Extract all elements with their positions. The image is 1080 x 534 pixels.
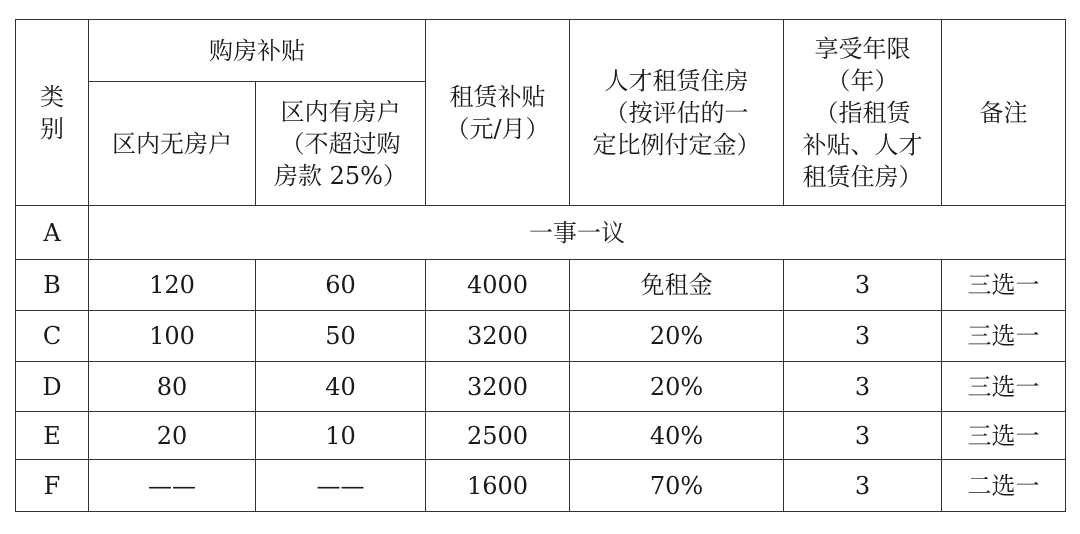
row-category: B [16, 260, 89, 311]
cell-rent: 4000 [426, 260, 570, 311]
table-row [16, 362, 1066, 412]
header-has-house: 区内有房户 （不超过购 房款 25%） [256, 82, 426, 206]
cell-note: 三选一 [942, 412, 1066, 460]
row-category: E [16, 412, 89, 460]
cell-note: 二选一 [942, 460, 1066, 512]
table-row-a [16, 206, 1066, 260]
table-row [16, 260, 1066, 311]
table-row [16, 311, 1066, 362]
cell-talent: 70% [570, 460, 784, 512]
cell-talent: 免租金 [570, 260, 784, 311]
cell-note: 三选一 [942, 260, 1066, 311]
cell-years: 3 [784, 412, 942, 460]
cell-years: 3 [784, 362, 942, 412]
row-category: F [16, 460, 89, 512]
cell-rent: 3200 [426, 311, 570, 362]
cell-no-house: 120 [89, 260, 256, 311]
cell-no-house: 20 [89, 412, 256, 460]
header-purchase-subsidy: 购房补贴 [89, 20, 426, 82]
cell-has-house: —— [256, 460, 426, 512]
cell-no-house: 80 [89, 362, 256, 412]
cell-rent: 2500 [426, 412, 570, 460]
cell-has-house: 40 [256, 362, 426, 412]
cell-has-house: 60 [256, 260, 426, 311]
cell-has-house: 50 [256, 311, 426, 362]
cell-talent: 40% [570, 412, 784, 460]
subsidy-table [15, 19, 1066, 512]
row-category: C [16, 311, 89, 362]
cell-years: 3 [784, 460, 942, 512]
cell-talent: 20% [570, 362, 784, 412]
cell-no-house: 100 [89, 311, 256, 362]
header-rent-subsidy: 租赁补贴 （元/月） [426, 20, 570, 206]
header-years: 享受年限 （年） （指租赁 补贴、人才 租赁住房） [784, 20, 942, 206]
cell-note: 三选一 [942, 311, 1066, 362]
cell-rent: 1600 [426, 460, 570, 512]
header-notes: 备注 [942, 20, 1066, 206]
cell-has-house: 10 [256, 412, 426, 460]
table-row [16, 412, 1066, 460]
cell-years: 3 [784, 311, 942, 362]
cell-years: 3 [784, 260, 942, 311]
header-talent-housing: 人才租赁住房 （按评估的一 定比例付定金） [570, 20, 784, 206]
row-category: D [16, 362, 89, 412]
merged-case-by-case: 一事一议 [89, 206, 1066, 260]
cell-note: 三选一 [942, 362, 1066, 412]
row-category: A [16, 206, 89, 260]
cell-no-house: —— [89, 460, 256, 512]
header-no-house: 区内无房户 [89, 82, 256, 206]
cell-rent: 3200 [426, 362, 570, 412]
header-category: 类 别 [16, 20, 89, 206]
table-row [16, 460, 1066, 512]
cell-talent: 20% [570, 311, 784, 362]
